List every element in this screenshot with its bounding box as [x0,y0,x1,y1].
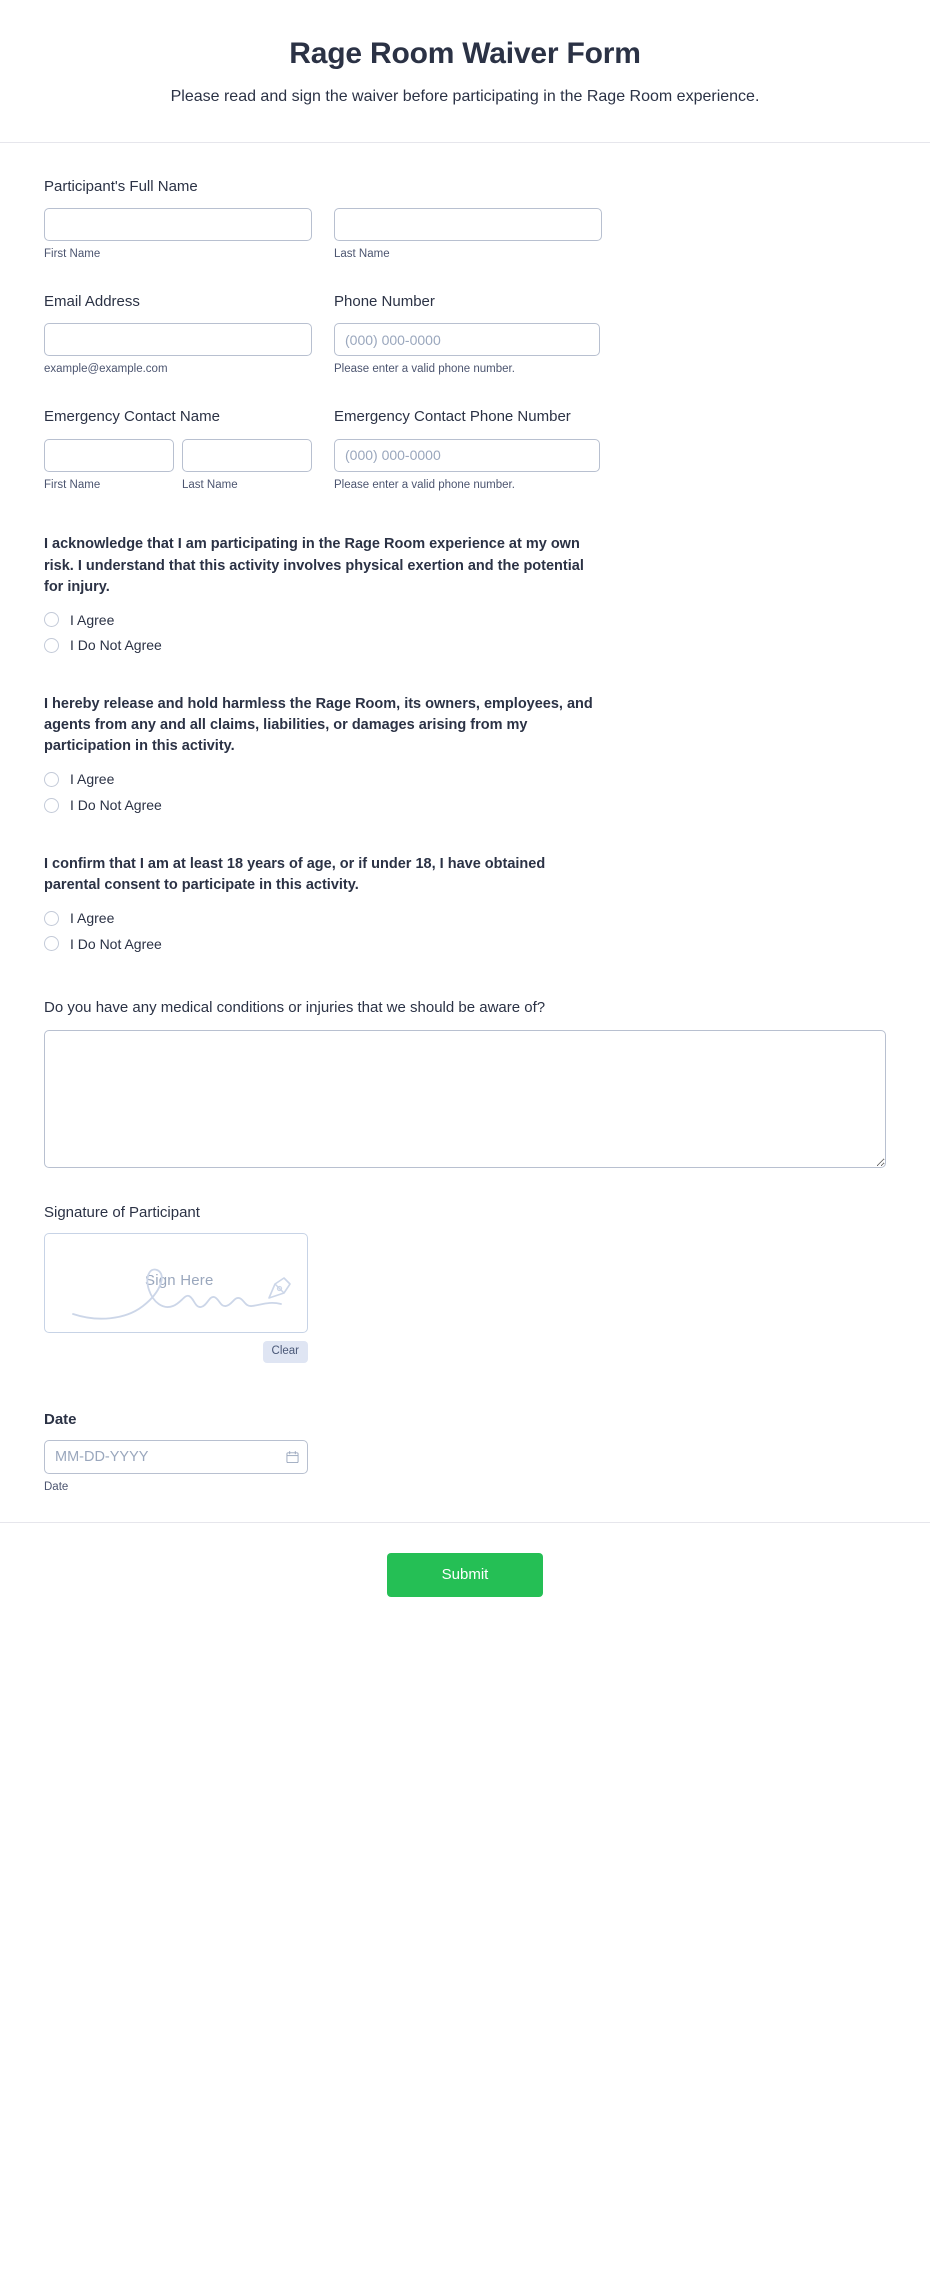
radio-icon[interactable] [44,936,59,951]
participant-name-row [44,208,886,262]
participant-last-name-input[interactable] [334,208,602,241]
email-label: Email Address [44,292,140,310]
date-input-wrap [44,1440,308,1474]
emergency-last-name-input[interactable] [182,439,312,472]
acknowledgement-1-agree-label: I Agree [70,611,115,628]
participant-first-name-input[interactable] [44,208,312,241]
radio-icon[interactable] [44,772,59,787]
radio-icon[interactable] [44,612,59,627]
emergency-first-name-input[interactable] [44,439,174,472]
acknowledgement-3-agree-option[interactable] [44,910,886,927]
acknowledgement-text-2: I hereby release and hold harmless the Rage Room, its owners, employees, and agents from any and all claims, liabilities, or damages arising from my participation in this activity. [44,696,593,755]
date-input[interactable] [44,1440,308,1474]
signature-label: Signature of Participant [44,1203,200,1221]
acknowledgement-block-1 [44,534,886,654]
signature-block [44,1204,886,1363]
emergency-contact-block [44,407,886,492]
acknowledgement-1-disagree-label: I Do Not Agree [70,637,162,654]
participant-first-name-cell [44,208,312,262]
acknowledgement-text-3: I confirm that I am at least 18 years of age, or if under 18, I have obtained parental consent to participate in this activity. [44,855,546,893]
acknowledgement-2-disagree-option[interactable] [44,797,886,814]
acknowledgement-block-2 [44,694,886,814]
phone-cell [334,292,600,377]
page-subtitle: Please read and sign the waiver before participating in the Rage Room experience. [170,88,760,105]
emergency-last-name-cell [182,439,312,493]
radio-icon[interactable] [44,798,59,813]
participant-first-name-sublabel: First Name [44,248,101,261]
emergency-contact-phone-label: Emergency Contact Phone Number [334,408,571,426]
emergency-last-name-sublabel: Last Name [182,478,238,491]
phone-label: Phone Number [334,292,435,310]
acknowledgement-text-1: I acknowledge that I am participating in the Rage Room experience at my own risk. I understand that this activity involves physical exertion and the potential for injury. [44,536,584,595]
pen-nib-icon [265,1274,295,1304]
sign-here-placeholder: Sign Here [145,1271,214,1289]
signature-pad[interactable] [44,1233,308,1333]
acknowledgement-2-agree-label: I Agree [70,771,115,788]
email-sublabel: example@example.com [44,363,168,376]
emergency-contact-name-cell [44,407,334,492]
medical-conditions-block [44,998,886,1168]
acknowledgement-2-agree-option[interactable] [44,771,886,788]
clear-signature-button[interactable]: Clear [263,1341,308,1363]
medical-conditions-textarea[interactable] [44,1030,886,1168]
acknowledgement-2-disagree-label: I Do Not Agree [70,796,162,813]
acknowledgement-block-3 [44,854,886,953]
acknowledgement-1-disagree-option[interactable] [44,637,886,654]
date-sublabel: Date [44,1480,69,1493]
page-title: Rage Room Waiver Form [289,37,641,70]
phone-input[interactable] [334,323,600,356]
date-block [44,1411,886,1495]
signature-clear-row [44,1341,308,1363]
form-header [0,0,930,143]
phone-sublabel: Please enter a valid phone number. [334,363,515,376]
date-label: Date [44,1410,77,1428]
emergency-contact-phone-input[interactable] [334,439,600,472]
radio-icon[interactable] [44,638,59,653]
acknowledgement-1-agree-option[interactable] [44,612,886,629]
emergency-contact-phone-sublabel: Please enter a valid phone number. [334,478,515,491]
form-footer [0,1522,930,1633]
email-cell [44,292,312,377]
participant-last-name-sublabel: Last Name [334,248,390,261]
emergency-first-name-cell [44,439,174,493]
participant-last-name-cell [334,208,602,262]
acknowledgement-3-disagree-label: I Do Not Agree [70,935,162,952]
email-phone-block [44,292,886,377]
emergency-first-name-sublabel: First Name [44,478,101,491]
submit-button[interactable]: Submit [387,1553,543,1597]
participant-name-block [44,177,886,262]
email-input[interactable] [44,323,312,356]
email-phone-row [44,292,886,377]
acknowledgement-3-disagree-option[interactable] [44,936,886,953]
emergency-contact-row [44,407,886,492]
medical-conditions-label: Do you have any medical conditions or injuries that we should be aware of? [44,999,546,1017]
emergency-contact-name-label: Emergency Contact Name [44,408,220,426]
form-body [0,143,930,1495]
acknowledgement-3-agree-label: I Agree [70,909,115,926]
participant-name-label: Participant's Full Name [44,177,198,195]
radio-icon[interactable] [44,911,59,926]
emergency-contact-phone-cell [334,407,600,492]
